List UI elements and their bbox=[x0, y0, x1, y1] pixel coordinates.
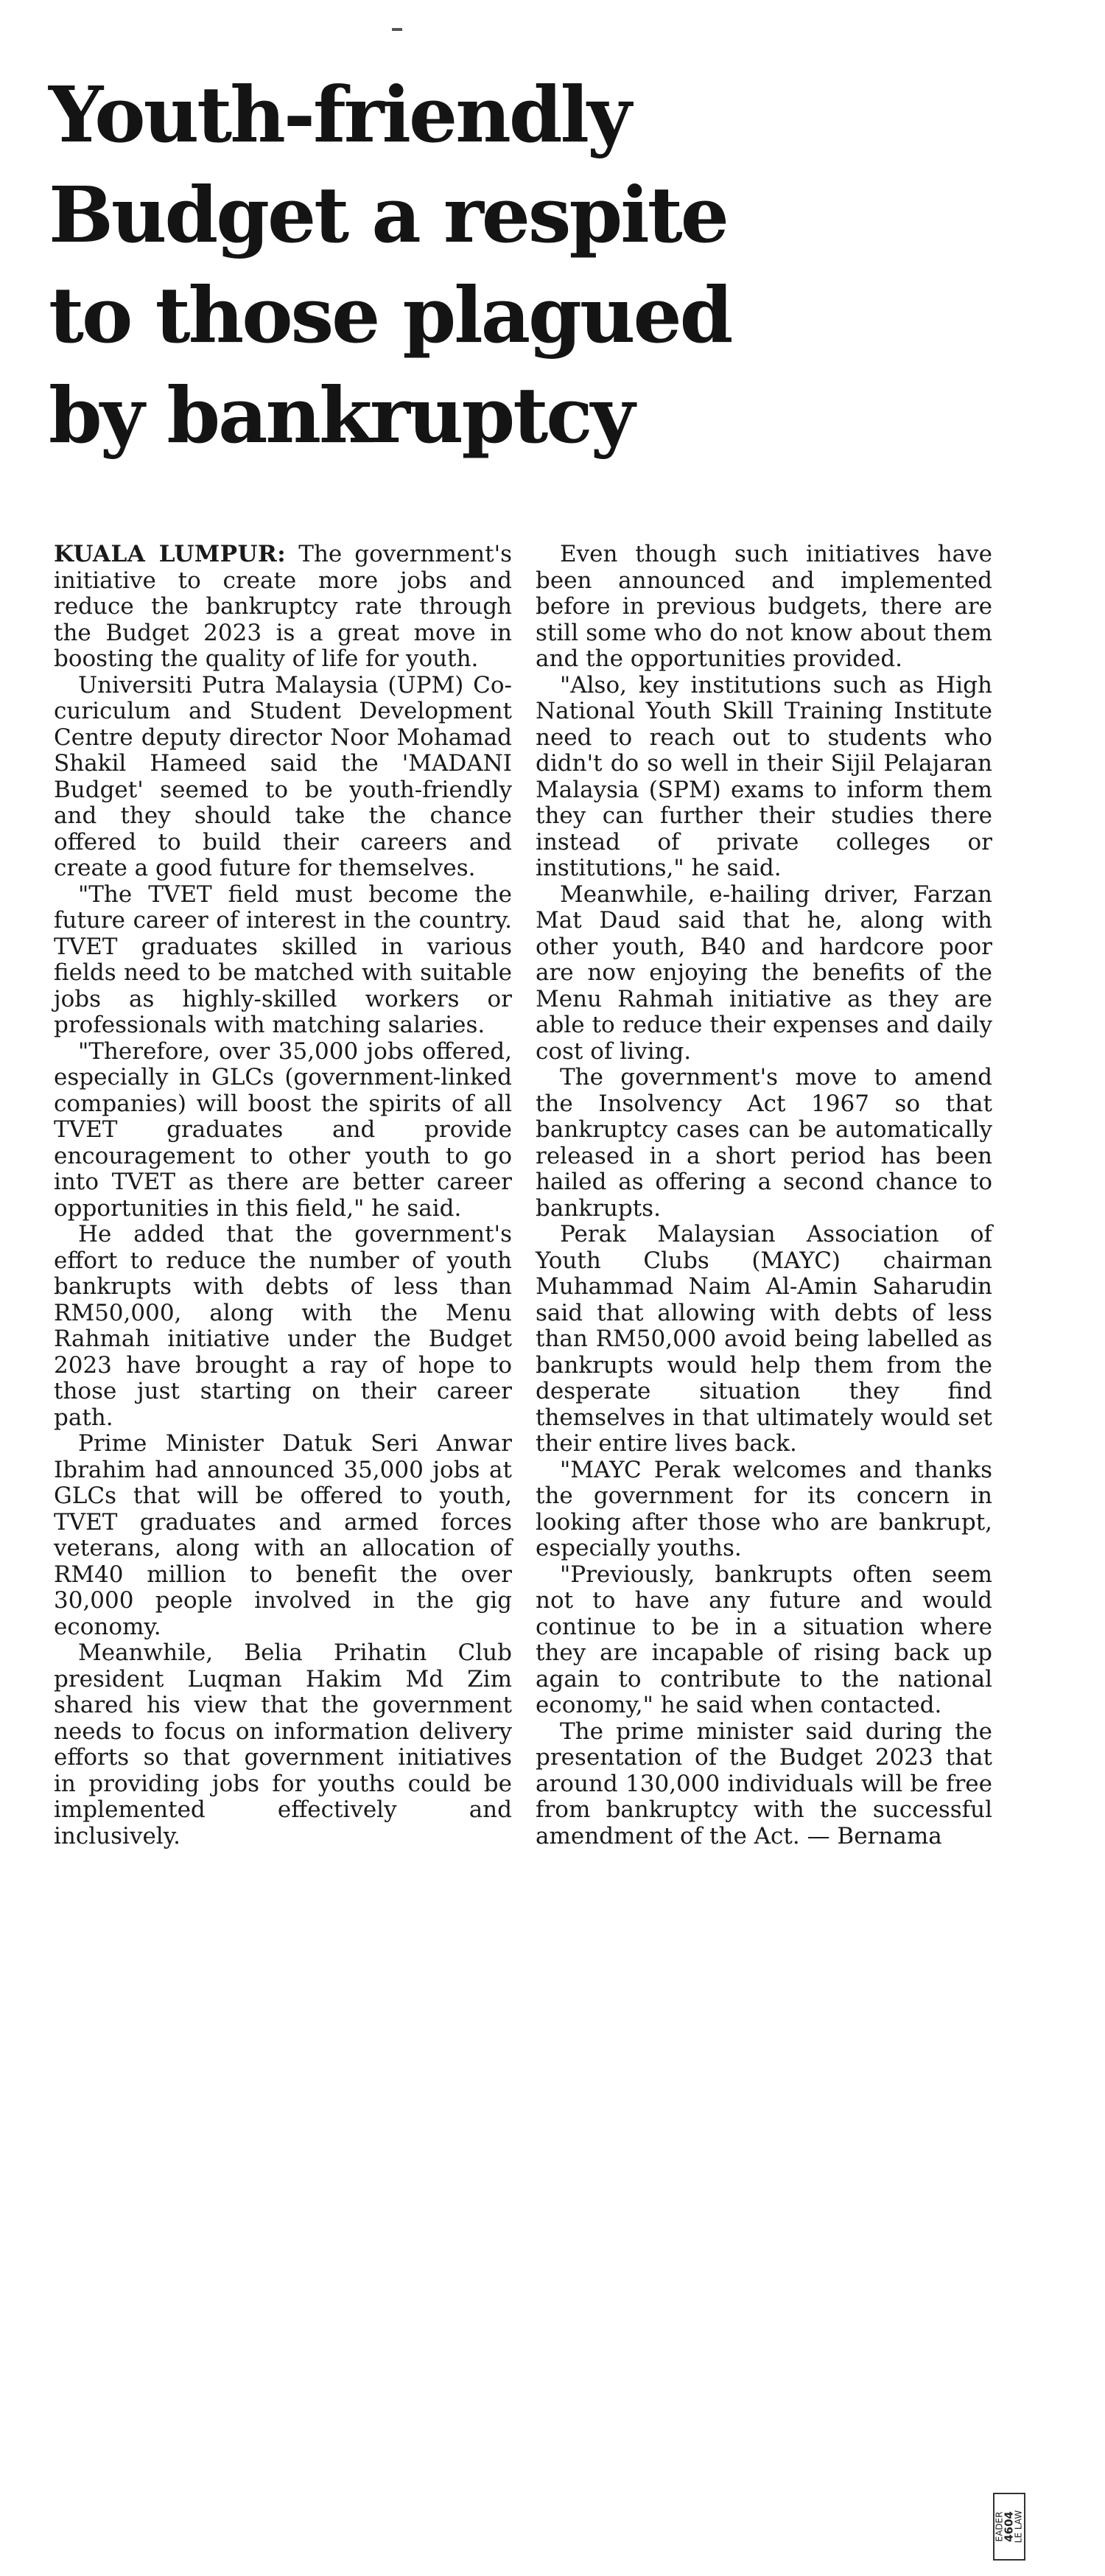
article-paragraph: Perak Malaysian Association of Youth Clubs (MAYC) chairman Muhammad Naim Al-Amin Saharudin said that allowing with debts of less than RM50,000 avoid being labelled as bankrupts would help them from the desperate situation they find themselves in that ultimately would set their entire lives back. bbox=[536, 1221, 992, 1457]
article-paragraph: Even though such initiatives have been announced and implemented before in previous budgets, there are still some who do not know about them and the opportunities provided. bbox=[536, 541, 992, 672]
article-paragraph: "The TVET field must become the future career of interest in the country. TVET graduates skilled in various fields need to be matched with suitable jobs as highly-skilled workers or professionals with matching salaries. bbox=[54, 881, 512, 1038]
article-paragraph: Universiti Putra Malaysia (UPM) Co-curiculum and Student Development Centre deputy director Noor Mohamad Shakil Hameed said the 'MADANI Budget' seemed to be youth-friendly and they should take the chance offered to build their careers and create a good future for themselves. bbox=[54, 671, 512, 881]
article-paragraph: "MAYC Perak welcomes and thanks the government for its concern in looking after those who are bankrupt, especially youths. bbox=[536, 1456, 992, 1561]
headline-line: by bankruptcy bbox=[49, 370, 634, 461]
article-paragraph: Meanwhile, Belia Prihatin Club president Luqman Hakim Md Zim shared his view that the government needs to focus on information delivery efforts so that government initiatives in providing jobs for youths could be implemented effectively and inclusively. bbox=[54, 1639, 512, 1849]
paragraph-text: The government's initiative to create more jobs and reduce the bankruptcy rate through the Budget 2023 is a great move in boosting the quality of life for youth. bbox=[54, 541, 512, 672]
headline bbox=[49, 65, 1028, 466]
article-paragraph bbox=[54, 542, 512, 673]
article-column-right bbox=[536, 542, 992, 1849]
stamp-text bbox=[995, 2510, 1024, 2543]
stamp-number: 4604 bbox=[1002, 2511, 1016, 2542]
article-paragraph: "Therefore, over 35,000 jobs offered, especially in GLCs (government-linked companies) will boost the spirits of all TVET graduates and provide encouragement to other youth to go into TVET as there are better career opportunities in this field," he said. bbox=[54, 1037, 512, 1222]
article-paragraph: Meanwhile, e-hailing driver, Farzan Mat Daud said that he, along with other youth, B40 and hardcore poor are now enjoying the benefits of the Menu Rahmah initiative as they are able to reduce their expenses and daily cost of living. bbox=[536, 881, 992, 1065]
stamp-bottom: LE LAW bbox=[1013, 2510, 1024, 2544]
article-paragraph: The prime minister said during the presentation of the Budget 2023 that around 130,000 individuals will be free from bankruptcy with the successful amendment of the Act. — Bernama bbox=[536, 1718, 992, 1849]
article-paragraph: Prime Minister Datuk Seri Anwar Ibrahim had announced 35,000 jobs at GLCs that will be offered to youth, TVET graduates and armed forces veterans, along with an allocation of RM40 million to benefit the over 30,000 people involved in the gig economy. bbox=[54, 1430, 512, 1640]
dateline: KUALA LUMPUR: bbox=[54, 541, 287, 567]
article-paragraph: "Previously, bankrupts often seem not to have any future and would continue to be in a situation where they are incapable of rising back up again to contribute to the national economy," he said when contacted. bbox=[536, 1561, 992, 1718]
headline-line: to those plagued bbox=[49, 270, 732, 360]
headline-line: Budget a respite bbox=[49, 169, 727, 260]
headline-line: Youth-friendly bbox=[49, 69, 630, 160]
stamp-top: EADER bbox=[994, 2511, 1005, 2542]
article-paragraph: The government's move to amend the Insolvency Act 1967 so that bankruptcy cases can be automatically released in a short period has been hailed as offering a second chance to bankrupts. bbox=[536, 1064, 992, 1222]
article-column-left bbox=[54, 542, 512, 1849]
article-paragraph: He added that the government's effort to reduce the number of youth bankrupts with debts of less than RM50,000, along with the Menu Rahmah initiative under the Budget 2023 have brought a ray of hope to those just starting on their career path. bbox=[54, 1221, 512, 1431]
print-mark bbox=[392, 28, 402, 31]
archive-stamp bbox=[993, 2493, 1025, 2561]
article-paragraph: "Also, key institutions such as High National Youth Skill Training Institute need to reach out to students who didn't do so well in their Sijil Pelajaran Malaysia (SPM) exams to inform them they can further their studies there instead of private colleges or institutions," he said. bbox=[536, 671, 992, 881]
